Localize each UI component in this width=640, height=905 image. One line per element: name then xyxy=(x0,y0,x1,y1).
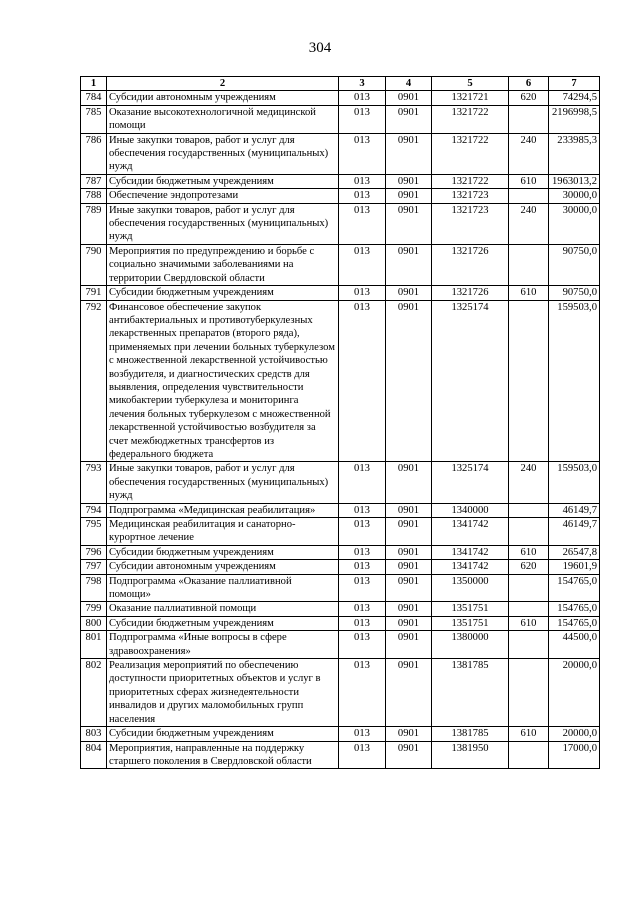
ministry-code-cell: 013 xyxy=(339,189,386,203)
target-code-cell: 1325174 xyxy=(432,300,509,462)
table-row xyxy=(81,203,600,244)
column-header: 2 xyxy=(107,77,339,91)
target-code-cell: 1321722 xyxy=(432,105,509,133)
table-row xyxy=(81,105,600,133)
table-header-row xyxy=(81,77,600,91)
row-number-cell: 797 xyxy=(81,560,107,574)
section-code-cell: 0901 xyxy=(386,741,432,769)
ministry-code-cell: 013 xyxy=(339,174,386,188)
target-code-cell: 1340000 xyxy=(432,503,509,517)
target-code-cell: 1351751 xyxy=(432,602,509,616)
ministry-code-cell: 013 xyxy=(339,518,386,546)
row-number-cell: 791 xyxy=(81,286,107,300)
ministry-code-cell: 013 xyxy=(339,631,386,659)
section-code-cell: 0901 xyxy=(386,286,432,300)
item-name-cell: Иные закупки товаров, работ и услуг для обеспечения государственных (муниципальных) нужд xyxy=(107,203,339,244)
column-header: 1 xyxy=(81,77,107,91)
amount-cell: 46149,7 xyxy=(549,518,600,546)
item-name-cell: Мероприятия, направленные на поддержку старшего поколения в Свердловской области xyxy=(107,741,339,769)
row-number-cell: 799 xyxy=(81,602,107,616)
table-row xyxy=(81,300,600,462)
expense-type-cell: 240 xyxy=(509,133,549,174)
item-name-cell: Субсидии бюджетным учреждениям xyxy=(107,174,339,188)
row-number-cell: 794 xyxy=(81,503,107,517)
table-row xyxy=(81,602,600,616)
row-number-cell: 787 xyxy=(81,174,107,188)
target-code-cell: 1351751 xyxy=(432,616,509,630)
target-code-cell: 1350000 xyxy=(432,574,509,602)
amount-cell: 17000,0 xyxy=(549,741,600,769)
expense-type-cell xyxy=(509,631,549,659)
ministry-code-cell: 013 xyxy=(339,105,386,133)
column-header: 3 xyxy=(339,77,386,91)
row-number-cell: 793 xyxy=(81,462,107,503)
expense-type-cell xyxy=(509,602,549,616)
expense-type-cell: 610 xyxy=(509,545,549,559)
table-row xyxy=(81,727,600,741)
section-code-cell: 0901 xyxy=(386,727,432,741)
table-row xyxy=(81,462,600,503)
table-row xyxy=(81,503,600,517)
expense-type-cell: 240 xyxy=(509,462,549,503)
amount-cell: 154765,0 xyxy=(549,574,600,602)
expense-type-cell xyxy=(509,244,549,285)
section-code-cell: 0901 xyxy=(386,518,432,546)
target-code-cell: 1381950 xyxy=(432,741,509,769)
page-number: 304 xyxy=(308,40,332,56)
ministry-code-cell: 013 xyxy=(339,286,386,300)
expense-type-cell xyxy=(509,189,549,203)
column-header: 5 xyxy=(432,77,509,91)
amount-cell: 30000,0 xyxy=(549,203,600,244)
section-code-cell: 0901 xyxy=(386,203,432,244)
expense-type-cell: 610 xyxy=(509,616,549,630)
amount-cell: 154765,0 xyxy=(549,602,600,616)
ministry-code-cell: 013 xyxy=(339,727,386,741)
table-row xyxy=(81,91,600,105)
table-row xyxy=(81,244,600,285)
amount-cell: 26547,8 xyxy=(549,545,600,559)
ministry-code-cell: 013 xyxy=(339,91,386,105)
expense-type-cell xyxy=(509,518,549,546)
row-number-cell: 785 xyxy=(81,105,107,133)
section-code-cell: 0901 xyxy=(386,574,432,602)
section-code-cell: 0901 xyxy=(386,105,432,133)
row-number-cell: 792 xyxy=(81,300,107,462)
section-code-cell: 0901 xyxy=(386,545,432,559)
item-name-cell: Мероприятия по предупреждению и борьбе с социально значимыми заболеваниями на территории Свердловской области xyxy=(107,244,339,285)
table-row xyxy=(81,518,600,546)
target-code-cell: 1321721 xyxy=(432,91,509,105)
table-row xyxy=(81,631,600,659)
target-code-cell: 1380000 xyxy=(432,631,509,659)
row-number-cell: 795 xyxy=(81,518,107,546)
amount-cell: 154765,0 xyxy=(549,616,600,630)
column-header: 7 xyxy=(549,77,600,91)
amount-cell: 2196998,5 xyxy=(549,105,600,133)
item-name-cell: Подпрограмма «Медицинская реабилитация» xyxy=(107,503,339,517)
amount-cell: 90750,0 xyxy=(549,244,600,285)
item-name-cell: Подпрограмма «Иные вопросы в сфере здравоохранения» xyxy=(107,631,339,659)
column-header: 6 xyxy=(509,77,549,91)
item-name-cell: Иные закупки товаров, работ и услуг для обеспечения государственных (муниципальных) нужд xyxy=(107,133,339,174)
amount-cell: 19601,9 xyxy=(549,560,600,574)
ministry-code-cell: 013 xyxy=(339,462,386,503)
item-name-cell: Подпрограмма «Оказание паллиативной помощи» xyxy=(107,574,339,602)
amount-cell: 74294,5 xyxy=(549,91,600,105)
amount-cell: 44500,0 xyxy=(549,631,600,659)
section-code-cell: 0901 xyxy=(386,300,432,462)
table-row xyxy=(81,545,600,559)
section-code-cell: 0901 xyxy=(386,659,432,727)
ministry-code-cell: 013 xyxy=(339,560,386,574)
expense-type-cell: 620 xyxy=(509,560,549,574)
ministry-code-cell: 013 xyxy=(339,574,386,602)
target-code-cell: 1381785 xyxy=(432,727,509,741)
amount-cell: 46149,7 xyxy=(549,503,600,517)
table-row xyxy=(81,189,600,203)
row-number-cell: 786 xyxy=(81,133,107,174)
amount-cell: 233985,3 xyxy=(549,133,600,174)
target-code-cell: 1341742 xyxy=(432,518,509,546)
ministry-code-cell: 013 xyxy=(339,545,386,559)
target-code-cell: 1321723 xyxy=(432,203,509,244)
row-number-cell: 798 xyxy=(81,574,107,602)
amount-cell: 20000,0 xyxy=(549,727,600,741)
row-number-cell: 800 xyxy=(81,616,107,630)
section-code-cell: 0901 xyxy=(386,189,432,203)
table-row xyxy=(81,574,600,602)
section-code-cell: 0901 xyxy=(386,616,432,630)
expense-type-cell: 610 xyxy=(509,286,549,300)
target-code-cell: 1341742 xyxy=(432,545,509,559)
target-code-cell: 1321726 xyxy=(432,244,509,285)
amount-cell: 1963013,2 xyxy=(549,174,600,188)
column-header: 4 xyxy=(386,77,432,91)
item-name-cell: Медицинская реабилитация и санаторно-курортное лечение xyxy=(107,518,339,546)
item-name-cell: Обеспечение эндопротезами xyxy=(107,189,339,203)
expense-type-cell: 240 xyxy=(509,203,549,244)
section-code-cell: 0901 xyxy=(386,631,432,659)
table-row xyxy=(81,616,600,630)
item-name-cell: Иные закупки товаров, работ и услуг для обеспечения государственных (муниципальных) нужд xyxy=(107,462,339,503)
table-row xyxy=(81,174,600,188)
section-code-cell: 0901 xyxy=(386,174,432,188)
target-code-cell: 1321723 xyxy=(432,189,509,203)
row-number-cell: 796 xyxy=(81,545,107,559)
ministry-code-cell: 013 xyxy=(339,244,386,285)
amount-cell: 30000,0 xyxy=(549,189,600,203)
item-name-cell: Оказание паллиативной помощи xyxy=(107,602,339,616)
row-number-cell: 802 xyxy=(81,659,107,727)
item-name-cell: Финансовое обеспечение закупок антибактериальных и противотуберкулезных лекарственных препаратов (второго ряда), применяемых при лечении больных туберкулезом с множественной лекарственной устойчивостью возбудителя, и диагностических средств для выявления, определения чувствительности микобактерии туберкулеза и мониторинга лечения больных туберкулезом с множественной лекарственной устойчивостью возбудителя за счет межбюджетных трансфертов из федерального бюджета xyxy=(107,300,339,462)
ministry-code-cell: 013 xyxy=(339,503,386,517)
table-row xyxy=(81,741,600,769)
target-code-cell: 1341742 xyxy=(432,560,509,574)
expense-type-cell: 610 xyxy=(509,174,549,188)
section-code-cell: 0901 xyxy=(386,91,432,105)
amount-cell: 159503,0 xyxy=(549,462,600,503)
item-name-cell: Субсидии бюджетным учреждениям xyxy=(107,616,339,630)
section-code-cell: 0901 xyxy=(386,503,432,517)
expense-type-cell xyxy=(509,741,549,769)
item-name-cell: Субсидии автономным учреждениям xyxy=(107,91,339,105)
target-code-cell: 1381785 xyxy=(432,659,509,727)
expense-type-cell xyxy=(509,659,549,727)
section-code-cell: 0901 xyxy=(386,602,432,616)
section-code-cell: 0901 xyxy=(386,244,432,285)
amount-cell: 20000,0 xyxy=(549,659,600,727)
expense-type-cell xyxy=(509,503,549,517)
item-name-cell: Субсидии автономным учреждениям xyxy=(107,560,339,574)
target-code-cell: 1321722 xyxy=(432,133,509,174)
ministry-code-cell: 013 xyxy=(339,616,386,630)
item-name-cell: Реализация мероприятий по обеспечению доступности приоритетных объектов и услуг в приоритетных сферах жизнедеятельности инвалидов и других маломобильных групп населения xyxy=(107,659,339,727)
row-number-cell: 789 xyxy=(81,203,107,244)
row-number-cell: 784 xyxy=(81,91,107,105)
budget-table xyxy=(80,76,600,769)
ministry-code-cell: 013 xyxy=(339,741,386,769)
amount-cell: 159503,0 xyxy=(549,300,600,462)
row-number-cell: 801 xyxy=(81,631,107,659)
target-code-cell: 1321726 xyxy=(432,286,509,300)
expense-type-cell xyxy=(509,105,549,133)
target-code-cell: 1325174 xyxy=(432,462,509,503)
ministry-code-cell: 013 xyxy=(339,133,386,174)
item-name-cell: Субсидии бюджетным учреждениям xyxy=(107,727,339,741)
item-name-cell: Оказание высокотехнологичной медицинской помощи xyxy=(107,105,339,133)
ministry-code-cell: 013 xyxy=(339,602,386,616)
expense-type-cell xyxy=(509,574,549,602)
row-number-cell: 804 xyxy=(81,741,107,769)
expense-type-cell xyxy=(509,300,549,462)
section-code-cell: 0901 xyxy=(386,462,432,503)
row-number-cell: 788 xyxy=(81,189,107,203)
ministry-code-cell: 013 xyxy=(339,203,386,244)
amount-cell: 90750,0 xyxy=(549,286,600,300)
row-number-cell: 803 xyxy=(81,727,107,741)
item-name-cell: Субсидии бюджетным учреждениям xyxy=(107,545,339,559)
table-row xyxy=(81,659,600,727)
row-number-cell: 790 xyxy=(81,244,107,285)
section-code-cell: 0901 xyxy=(386,133,432,174)
section-code-cell: 0901 xyxy=(386,560,432,574)
ministry-code-cell: 013 xyxy=(339,659,386,727)
table-row xyxy=(81,133,600,174)
expense-type-cell: 610 xyxy=(509,727,549,741)
table-row xyxy=(81,286,600,300)
table-row xyxy=(81,560,600,574)
ministry-code-cell: 013 xyxy=(339,300,386,462)
expense-type-cell: 620 xyxy=(509,91,549,105)
target-code-cell: 1321722 xyxy=(432,174,509,188)
item-name-cell: Субсидии бюджетным учреждениям xyxy=(107,286,339,300)
